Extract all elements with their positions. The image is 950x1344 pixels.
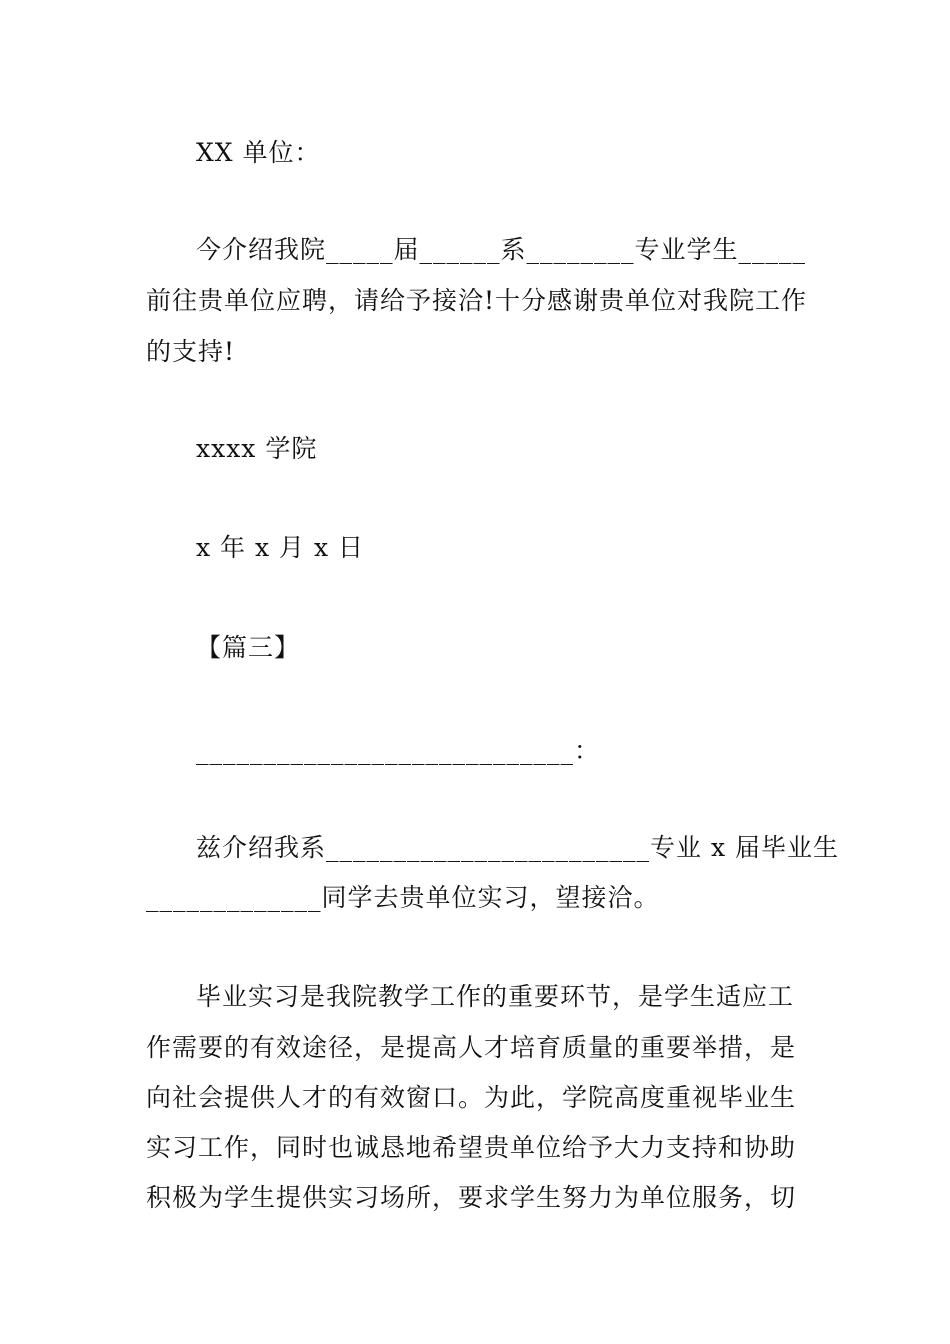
section-heading: 【篇三】 [196,633,301,662]
signature-college: xxxx 学院 [196,434,318,463]
intro-line-2: _____________同学去贵单位实习，望接洽。 [146,883,660,912]
body-line-3: 的支持! [146,337,236,366]
body-line-2: 前往贵单位应聘，请给予接洽!十分感谢贵单位对我院工作 [146,286,808,315]
para-line-2: 作需要的有效途径，是提高人才培育质量的重要举措，是 [146,1033,797,1062]
para-line-5: 积极为学生提供实习场所，要求学生努力为单位服务，切 [146,1183,797,1212]
para-line-1: 毕业实习是我院教学工作的重要环节，是学生适应工 [196,982,795,1011]
date-line: x 年 x 月 x 日 [196,533,365,562]
para-line-3: 向社会提供人才的有效窗口。为此，学院高度重视毕业生 [146,1083,797,1112]
intro-line-1: 兹介绍我系________________________专业 x 届毕业生 [196,833,839,862]
salutation-blank: ____________________________： [196,736,601,765]
salutation-unit: XX 单位： [196,138,321,167]
para-line-4: 实习工作，同时也诚恳地希望贵单位给予大力支持和协助 [146,1133,797,1162]
body-line-1: 今介绍我院_____届______系________专业学生_____ [196,235,807,264]
